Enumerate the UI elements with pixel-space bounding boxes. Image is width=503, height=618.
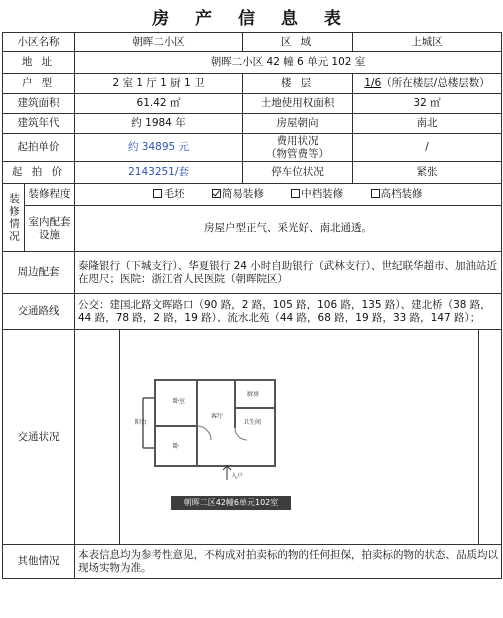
year-value: 约 1984 年	[75, 114, 243, 134]
checkbox-high[interactable]	[371, 189, 380, 198]
decoration-degree-label: 装修程度	[25, 184, 75, 206]
row-traffic-status	[3, 330, 502, 545]
option-mid[interactable]: 中档装修	[291, 188, 343, 201]
unit-price-label: 起拍单价	[3, 134, 75, 162]
land-area-value: 32 ㎡	[353, 94, 502, 114]
address-value: 朝晖二小区 42 幢 6 单元 102 室	[75, 52, 502, 74]
traffic-route-value: 公交：建国北路文晖路口（90 路，2 路，105 路，106 路，135 路）、建北桥（38 路，44 路，78 路，2 路，19 路）、流水北苑（44 路，68 路，19 路，33 路，147 路）；	[75, 294, 502, 330]
floor-value: 1/6	[364, 77, 382, 89]
room-label-bedroom-2: 卧	[173, 443, 180, 450]
room-label-kitchen: 厨房	[247, 391, 260, 398]
floor-label: 楼 层	[243, 74, 353, 94]
indoor-label: 室内配套设施	[25, 206, 75, 252]
floorplan-image	[135, 368, 305, 498]
floor-note: （所在楼层/总楼层数）	[381, 77, 490, 89]
checkbox-simple-checked[interactable]	[212, 189, 221, 198]
other-label: 其他情况	[3, 545, 75, 579]
area-label: 建筑面积	[3, 94, 75, 114]
fee-value: /	[353, 134, 502, 162]
layout-value: 2 室 1 厅 1 厨 1 卫	[75, 74, 243, 94]
district-value: 上城区	[353, 33, 502, 52]
row-year	[3, 114, 502, 134]
indoor-value: 房屋户型正气、采光好、南北通透。	[75, 206, 502, 252]
start-price-value: 2143251/套	[75, 162, 243, 184]
traffic-status-label: 交通状况	[3, 330, 75, 545]
row-address	[3, 52, 502, 74]
row-area	[3, 94, 502, 114]
property-info-table	[2, 32, 502, 579]
decoration-group-label: 装修情况	[3, 184, 25, 252]
fee-label: 费用状况	[276, 134, 319, 147]
floorplan-caption: 朝晖二区42幢6单元102室	[171, 496, 291, 510]
start-price-label: 起 拍 价	[3, 162, 75, 184]
area-value: 61.42 ㎡	[75, 94, 243, 114]
community-value: 朝晖二小区	[75, 33, 243, 52]
year-label: 建筑年代	[3, 114, 75, 134]
floorplan-door-2	[235, 428, 247, 440]
row-decoration-degree	[3, 184, 502, 206]
floorplan-area	[75, 330, 501, 544]
row-surround	[3, 252, 502, 294]
traffic-route-label: 交通路线	[3, 294, 75, 330]
surround-value: 泰隆银行（下城支行）、华夏银行 24 小时自助银行（武林支行）、世纪联华超市、加油站近在咫尺；医院：浙江省人民医院（朝晖院区）	[75, 252, 502, 294]
row-traffic-route	[3, 294, 502, 330]
orientation-label: 房屋朝向	[243, 114, 353, 134]
room-label-bedroom: 卧室	[173, 398, 186, 405]
page-title: 房 产 信 息 表	[152, 9, 351, 29]
row-layout	[3, 74, 502, 94]
option-rough[interactable]: 毛坯	[153, 188, 184, 201]
row-price	[3, 134, 502, 162]
parking-value: 紧张	[353, 162, 502, 184]
district-label: 区 域	[243, 33, 353, 52]
parking-label: 停车位状况	[243, 162, 353, 184]
room-label-living: 客厅	[211, 413, 224, 420]
floor-cell	[353, 74, 502, 94]
row-indoor	[3, 206, 502, 252]
checkbox-mid[interactable]	[291, 189, 300, 198]
room-label-balcony: 阳台	[135, 419, 148, 426]
unit-price-value: 约 34895 元	[75, 134, 243, 162]
room-label-entry: 入户	[231, 473, 244, 480]
floorplan-cell	[75, 330, 502, 545]
row-start-price	[3, 162, 502, 184]
address-label: 地 址	[3, 52, 75, 74]
orientation-value: 南北	[353, 114, 502, 134]
decoration-options	[75, 184, 502, 206]
fee-label-cell	[243, 134, 353, 162]
layout-label: 户 型	[3, 74, 75, 94]
other-value: 本表信息均为参考性意见，不构成对拍卖标的物的任何担保，拍卖标的物的状态、品质均以现场实物为准。	[75, 545, 502, 579]
room-label-bathroom: 卫生间	[243, 419, 262, 426]
floorplan-door-1	[197, 426, 211, 440]
row-other	[3, 545, 502, 579]
community-label: 小区名称	[3, 33, 75, 52]
fee-sub-label: （物管费等）	[266, 147, 329, 160]
surround-label: 周边配套	[3, 252, 75, 294]
row-community	[3, 33, 502, 52]
option-simple[interactable]: 简易装修	[212, 188, 264, 201]
land-area-label: 土地使用权面积	[243, 94, 353, 114]
checkbox-rough[interactable]	[153, 189, 162, 198]
option-high[interactable]: 高档装修	[371, 188, 423, 201]
